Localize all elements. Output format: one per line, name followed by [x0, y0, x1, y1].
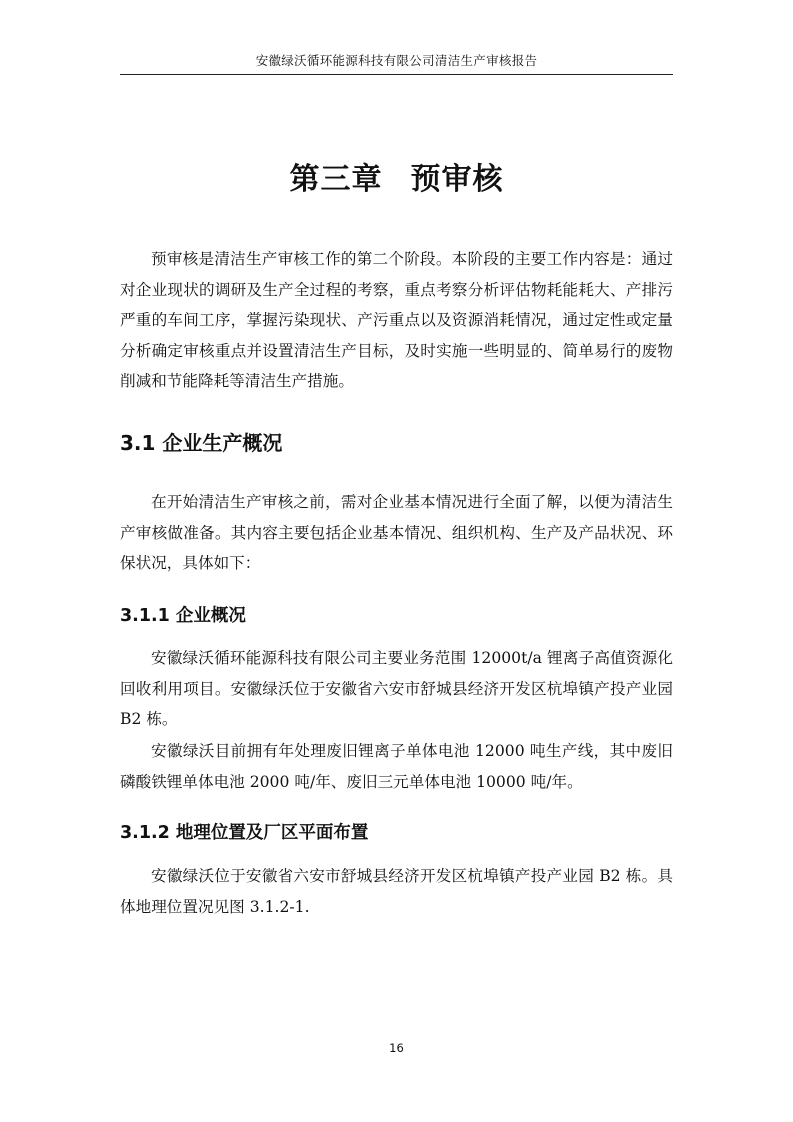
header-title: 安徽绿沃循环能源科技有限公司清洁生产审核报告	[255, 53, 538, 68]
chapter-number: 第三章	[289, 162, 383, 197]
section-3-1-heading: 3.1 企业生产概况	[120, 431, 283, 455]
section-3-1-1-heading: 3.1.1 企业概况	[120, 606, 246, 626]
intro-paragraph: 预审核是清洁生产审核工作的第二个阶段。本阶段的主要工作内容是：通过对企业现状的调研及生产全过程的考察，重点考察分析评估物耗能耗大、产排污严重的车间工序，掌握污染现状、产污重点以及资源消耗情况，通过定性或定量分析确定审核重点并设置清洁生产目标，及时实施一些明显的、简单易行的废物削减和节能降耗等清洁生产措施。	[120, 250, 673, 390]
section-3-1-2-paragraph: 安徽绿沃位于安徽省六安市舒城县经济开发区杭埠镇产投产业园 B2 栋。具体地理位置况见图 3.1.2-1.	[120, 867, 673, 916]
section-3-1-2-heading: 3.1.2 地理位置及厂区平面布置	[120, 823, 369, 843]
section-3-1-1-paragraph-2: 安徽绿沃目前拥有年处理废旧锂离子单体电池 12000 吨生产线，其中废旧磷酸铁锂单体电池 2000 吨/年、废旧三元单体电池 10000 吨/年。	[120, 742, 673, 791]
section-3-1-1-paragraph-1: 安徽绿沃循环能源科技有限公司主要业务范围 12000t/a 锂离子高值资源化回收利用项目。安徽绿沃位于安徽省六安市舒城县经济开发区杭埠镇产投产业园 B2 栋。	[120, 649, 673, 728]
chapter-name: 预审核	[410, 162, 504, 197]
page-header	[120, 52, 673, 75]
chapter-title	[120, 160, 673, 200]
page-number: 16	[389, 1041, 404, 1055]
section-3-1-paragraph: 在开始清洁生产审核之前，需对企业基本情况进行全面了解，以便为清洁生产审核做准备。其内容主要包括企业基本情况、组织机构、生产及产品状况、环保状况，具体如下：	[120, 493, 673, 572]
